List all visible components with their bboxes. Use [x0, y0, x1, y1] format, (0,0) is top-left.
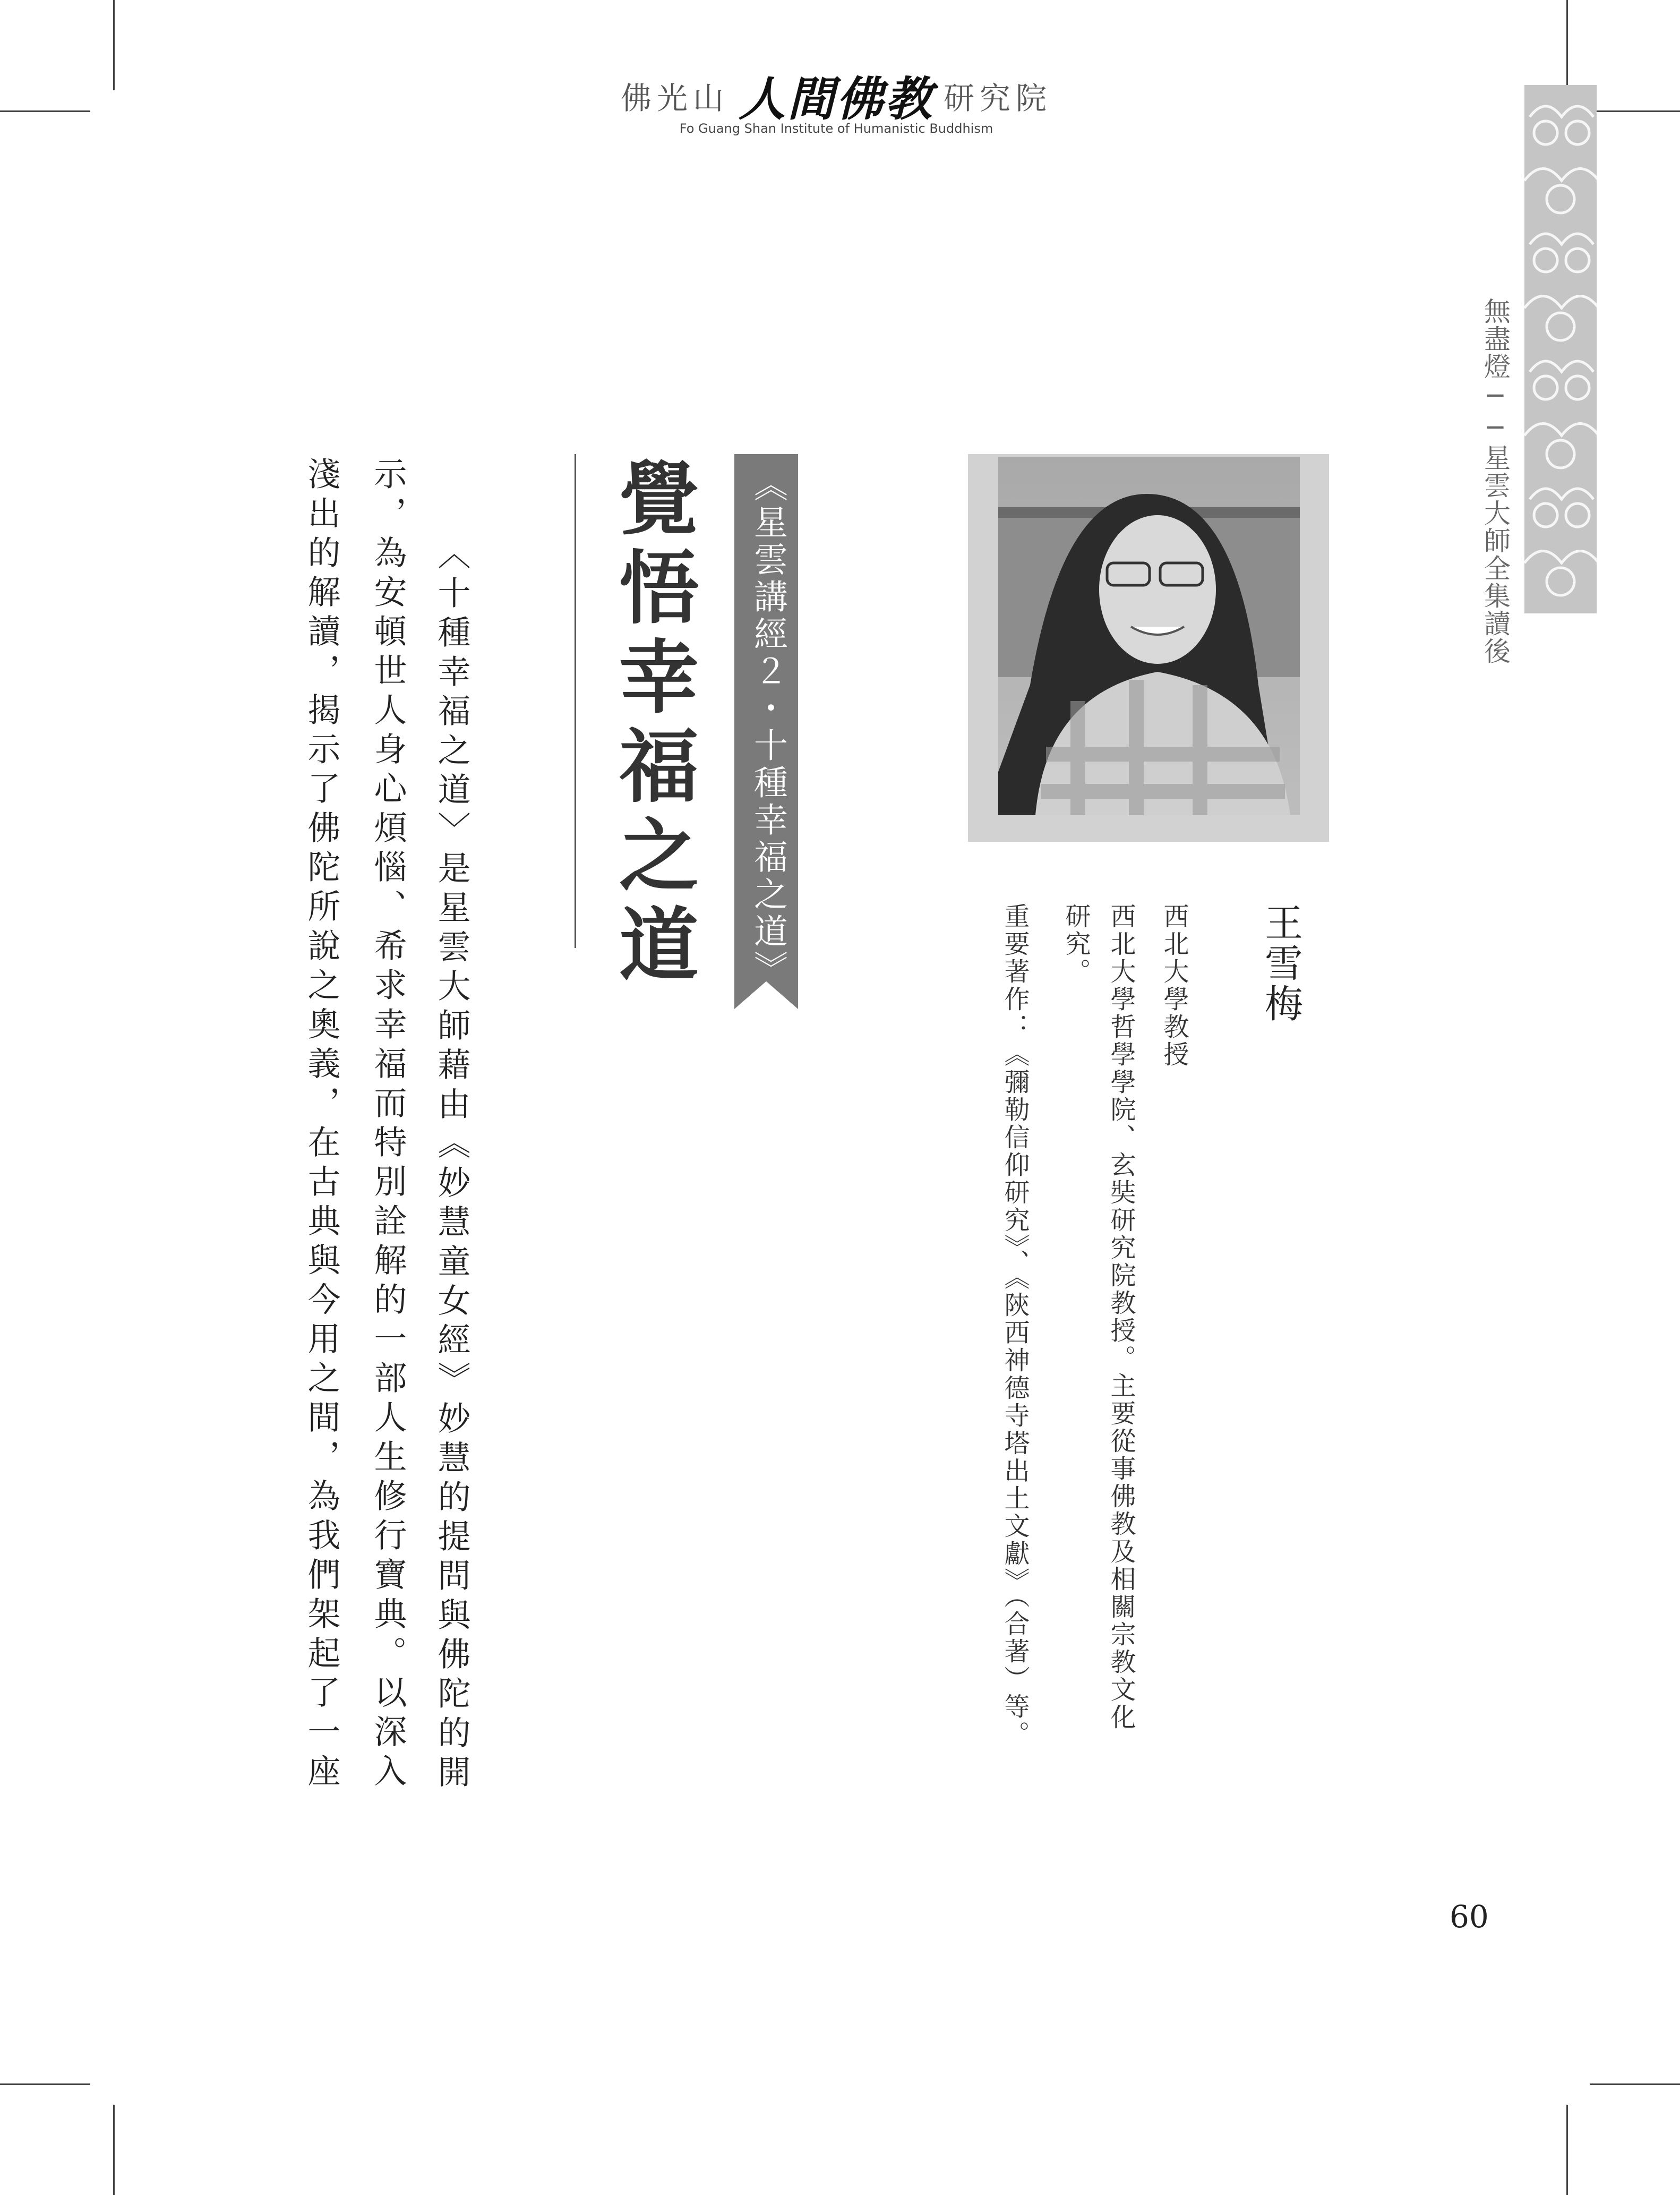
series-label: 《星雲講經２・十種幸福之道》 [748, 467, 787, 988]
author-affiliation-cont: 研究。 [1061, 903, 1091, 986]
crop-mark [0, 110, 90, 112]
crop-mark [113, 0, 115, 90]
author-affiliation: 西北大學哲學學院、玄奘研究院教授。主要從事佛教及相關宗教文化 [1106, 903, 1136, 1731]
crop-mark [0, 2083, 90, 2085]
body-column-2: 示，為安頓世人身心煩惱、希求幸福而特別詮解的一部人生修行寶典。以深入 [368, 457, 407, 1793]
author-name: 王雪梅 [1258, 903, 1303, 1024]
author-works: 重要著作：《彌勒信仰研究》、《陝西神德寺塔出土文獻》（合著）等。 [1000, 903, 1030, 1748]
page-number: 60 [1450, 1899, 1489, 1935]
crop-mark [1566, 2105, 1568, 2195]
crop-mark [1566, 0, 1568, 90]
header-name-left: 佛光山 [620, 80, 729, 116]
author-title: 西北大學教授 [1159, 903, 1189, 1069]
crop-mark [1590, 110, 1680, 112]
header-subtitle: Fo Guang Shan Institute of Humanistic Buddhism [679, 121, 993, 136]
body-column-3: 淺出的解讀，揭示了佛陀所說之奧義，在古典與今用之間，為我們架起了一座 [302, 457, 341, 1793]
cloud-pattern-icon [1524, 85, 1597, 613]
institute-header [611, 69, 1062, 126]
header-logo-calligraphy: 人間佛教 [738, 71, 934, 126]
title-divider [575, 454, 576, 948]
body-column-1: 〈十種幸福之道〉是星雲大師藉由《妙慧童女經》妙慧的提問與佛陀的開 [432, 536, 471, 1794]
crop-mark [1590, 2083, 1680, 2085]
author-photo [998, 457, 1300, 815]
header-name-right: 研究院 [944, 80, 1052, 116]
article-title: 覺悟幸福之道 [605, 457, 699, 992]
cloud-pattern-band [1524, 85, 1597, 613]
crop-mark [113, 2105, 115, 2195]
running-title: 無盡燈──星雲大師全集讀後 [1480, 297, 1511, 665]
